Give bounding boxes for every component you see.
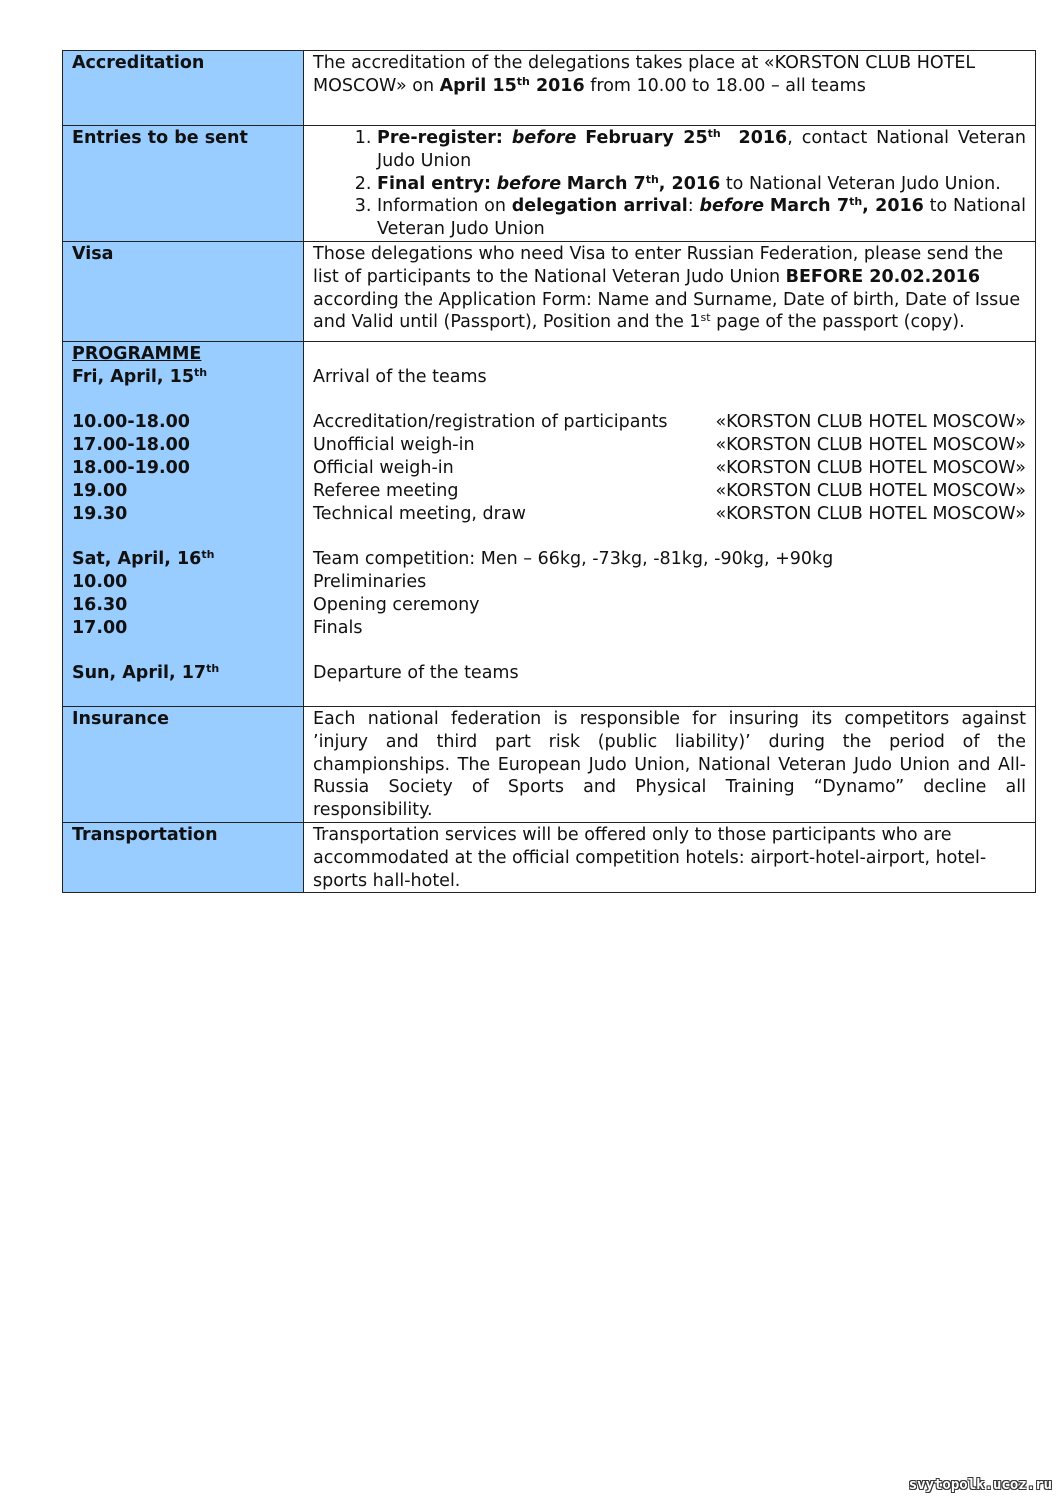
programme-row (63, 341, 1036, 706)
accreditation-text: The accreditation of the delegations takes place at «KORSTON CLUB HOTEL MOSCOW» on April 15th 2016 from 10.00 to 18.00 – all teams (304, 51, 1036, 126)
insurance-label: Insurance (63, 706, 304, 822)
day3-label: Sun, April, 17th (72, 662, 220, 684)
programme-dates (63, 341, 304, 706)
accreditation-row (63, 51, 1036, 126)
transportation-row (63, 822, 1036, 892)
visa-row (63, 241, 1036, 341)
entries-item-preregister: 1. Pre-register: before February 25th 2016, contact National Veteran Judo Union (377, 127, 1026, 173)
info-table (62, 50, 1036, 893)
entries-list (304, 126, 1036, 242)
day2-event: Team competition: Men – 66kg, -73kg, -81kg, -90kg, +90kg (313, 549, 834, 570)
time-slot: 19.00 (72, 480, 128, 501)
time-slot: 10.00-18.00 (72, 412, 190, 433)
time-slot: 17.00 (72, 617, 128, 638)
day3-event: Departure of the teams (313, 663, 519, 684)
day2-label: Sat, April, 16th (72, 548, 215, 570)
site-watermark: svytopolk.ucoz.ru (908, 1477, 1052, 1494)
schedule-item: Finals (313, 617, 363, 638)
visa-label: Visa (63, 241, 304, 341)
transportation-text: Transportation services will be offered only to those participants who are accommodated at the official competition hotels: airport-hotel-airport, hotel-sports hall-hotel. (304, 822, 1036, 892)
accreditation-label: Accreditation (63, 51, 304, 126)
schedule-item: Accreditation/registration of participants «KORSTON CLUB HOTEL MOSCOW» (313, 412, 1026, 433)
day1-event: Arrival of the teams (313, 366, 487, 387)
entries-label: Entries to be sent (63, 126, 304, 242)
schedule-item: Official weigh-in «KORSTON CLUB HOTEL MOSCOW» (313, 457, 1026, 478)
programme-heading: PROGRAMME (72, 343, 202, 364)
time-slot: 17.00-18.00 (72, 435, 190, 456)
day1-label: Fri, April, 15th (72, 365, 208, 387)
schedule-item: Preliminaries (313, 571, 427, 592)
schedule-item: Technical meeting, draw «KORSTON CLUB HOTEL MOSCOW» (313, 503, 1026, 524)
time-slot: 18.00-19.00 (72, 457, 190, 478)
insurance-row (63, 706, 1036, 822)
entries-row (63, 126, 1036, 242)
insurance-text: Each national federation is responsible for insuring its competitors against ’injury and third part risk (public liability)’ during the period of the championships. The European Judo Union, National Veteran Judo Union and All-Russia Society of Sports and Physical Training “Dynamo” decline all responsibility. (304, 706, 1036, 822)
entries-item-final: 2. Final entry: before March 7th, 2016 to National Veteran Judo Union. (377, 173, 1026, 196)
schedule-item: Unofficial weigh-in «KORSTON CLUB HOTEL MOSCOW» (313, 435, 1026, 456)
time-slot: 19.30 (72, 503, 128, 524)
schedule-item: Opening ceremony (313, 594, 480, 615)
time-slot: 16.30 (72, 594, 128, 615)
schedule-item: Referee meeting «KORSTON CLUB HOTEL MOSCOW» (313, 480, 1026, 501)
transportation-label: Transportation (63, 822, 304, 892)
visa-text: Those delegations who need Visa to enter Russian Federation, please send the list of participants to the National Veteran Judo Union BEFORE 20.02.2016 according the Application Form: Name and Surname, Date of birth, Date of Issue and Valid until (Passport), Position and the 1st page of the passport (copy). (304, 241, 1036, 341)
programme-events (304, 341, 1036, 706)
time-slot: 10.00 (72, 571, 128, 592)
entries-item-arrival: 3. Information on delegation arrival: before March 7th, 2016 to National Veteran Judo Union (377, 195, 1026, 241)
